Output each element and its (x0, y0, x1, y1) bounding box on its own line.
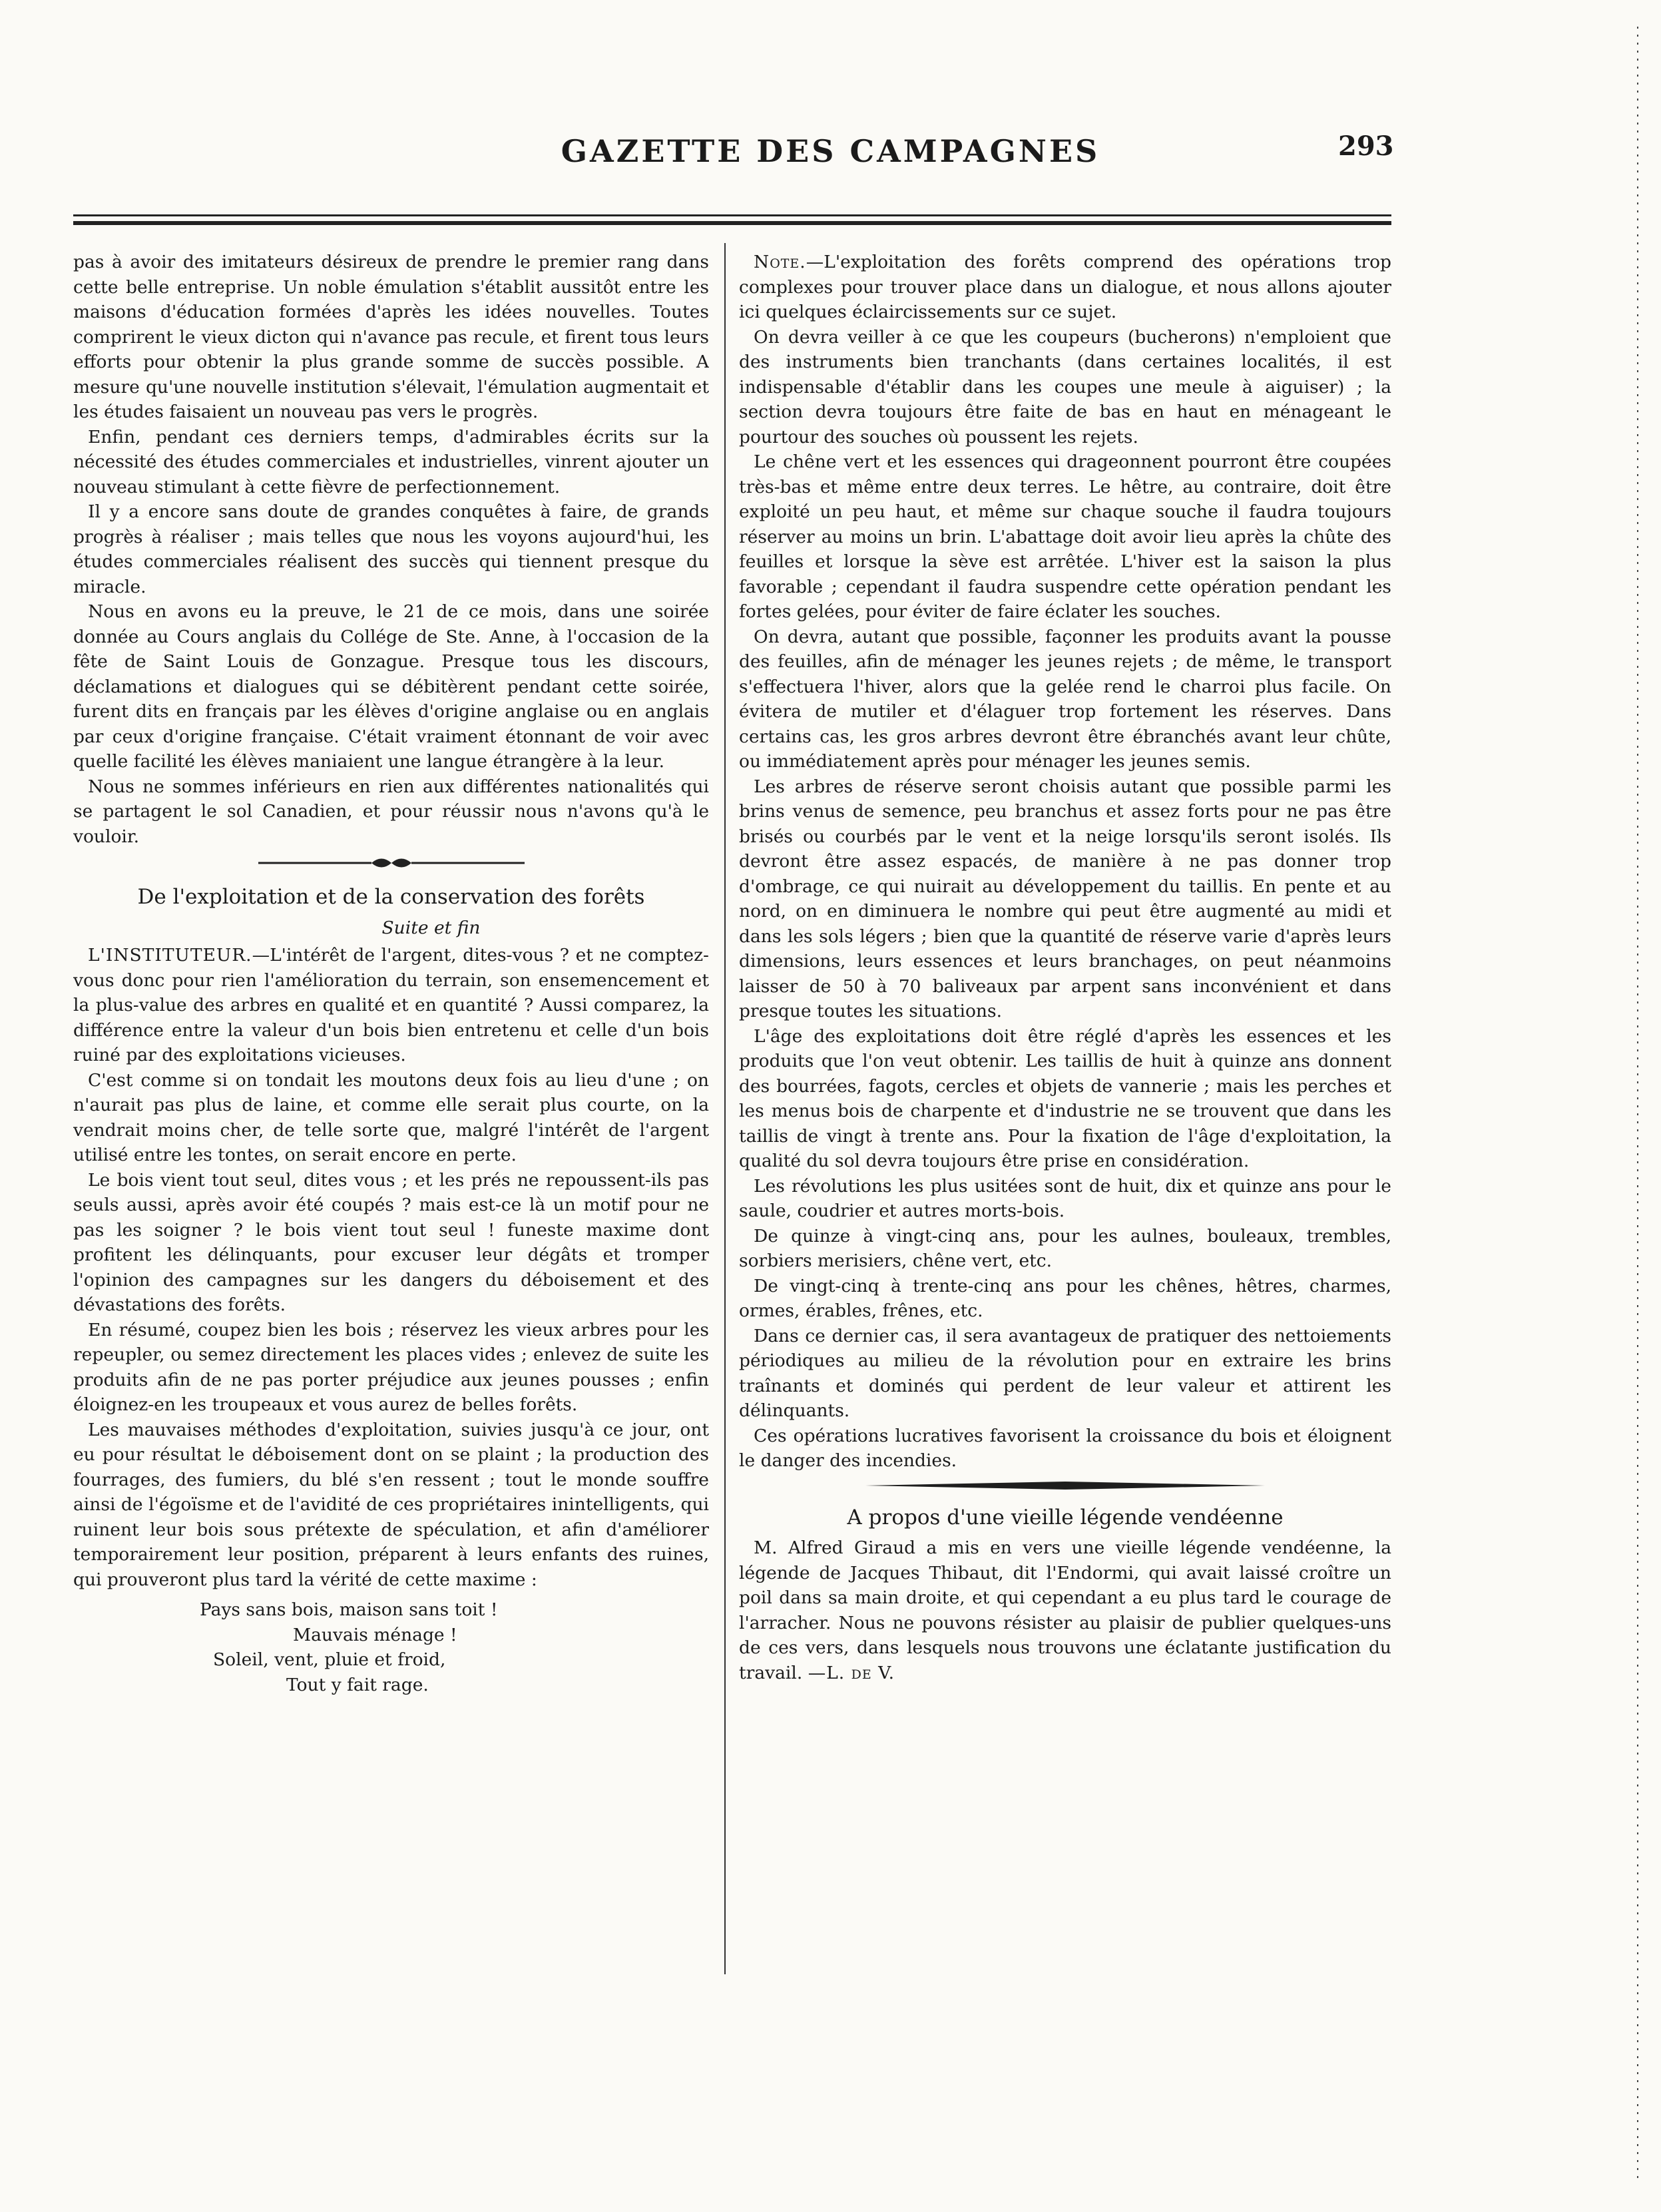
paragraph: Il y a encore sans doute de grandes conquêtes à faire, de grands progrès à réaliser ; mais telles que nous les voyons aujourd'hui, les études commerciales réalisent des succès qui tiennent presque du miracle. (73, 501, 709, 597)
verse (73, 1597, 709, 1697)
column-divider (724, 243, 726, 1974)
header-rule-top (73, 214, 1391, 216)
speaker-label: L'INSTITUTEUR. (88, 945, 252, 966)
paragraph: Ces opérations lucratives favorisent la croissance du bois et éloignent le danger des incendies. (739, 1425, 1391, 1471)
paragraph: L'âge des exploitations doit être réglé d'après les essences et les produits que l'on veut obtenir. Les taillis de huit à quinze ans donnent des bourrées, fagots, cercles et objets de vannerie ; mais les perches et les menus bois de charpente et d'industrie ne se trouvent que dans les taillis de vingt à trente ans. Pour la fixation de l'âge d'exploitation, la qualité du sol devra toujours être prise en considération. (739, 1025, 1391, 1171)
ornament-divider (252, 853, 531, 873)
paragraph: Les mauvaises méthodes d'exploitation, suivies jusqu'à ce jour, ont eu pour résultat le déboisement dont on se plaint ; la production des fourrages, des fumiers, du blé s'en ressent ; tout le monde souffre ainsi de l'égoïsme et de l'avidité de ces propriétaires inintelligents, qui ruinent leur bois sous prétexte de spéculation, et afin d'améliorer temporairement leur position, préparent à leurs enfants des ruines, qui prouveront plus tard la vérité de cette maxime : (73, 1419, 709, 1590)
paragraph: De quinze à vingt-cinq ans, pour les aulnes, bouleaux, trembles, sorbiers merisiers, chêne vert, etc. (739, 1225, 1391, 1271)
verse-line: Mauvais ménage ! (293, 1624, 457, 1645)
paragraph: Nous en avons eu la preuve, le 21 de ce mois, dans une soirée donnée au Cours anglais du Collége de Ste. Anne, à l'occasion de la fête de Saint Louis de Gonzague. Presque tous les discours, déclamations et dialogues qui se débitèrent pendant cette soirée, furent dits en français par les élèves d'origine anglaise ou en anglais par ceux d'origine française. C'était vraiment étonnant de voir avec quelle facilité les élèves maniaient une langue étrangère à la leur. (73, 601, 709, 772)
page-header-title: GAZETTE DES CAMPAGNES (561, 133, 1100, 169)
note-label: Note. (754, 252, 806, 272)
verse-line: Tout y fait rage. (286, 1674, 429, 1695)
paragraph: C'est comme si on tondait les moutons deux fois au lieu d'une ; on n'aurait pas plus de laine, et comme elle serait plus courte, on la vendrait moins cher, de telle sorte que, malgré l'intérêt de l'argent utilisé entre les tontes, on serait encore en perte. (73, 1069, 709, 1165)
paragraph: Les révolutions les plus usitées sont de huit, dix et quinze ans pour le saule, coudrier et autres morts-bois. (739, 1175, 1391, 1221)
paragraph: Les arbres de réserve seront choisis autant que possible parmi les brins venus de semence, peu branchus et assez forts pour ne pas être brisés ou courbés par le vent et la neige lorsqu'ils seront isolés. Ils devront être assez espacés, de manière à ne pas donner trop d'ombrage, ce qui nuirait au développement du taillis. En pente et au nord, on en diminuera le nombre qui peut être augmenté au midi et dans les sols légers ; bien que la quantité de réserve varie d'après leurs dimensions, leurs essences et leurs branchages, on peut néanmoins laisser de 50 à 70 baliveaux par arpent sans inconvénient et dans presque toutes les situations. (739, 776, 1391, 1021)
paragraph: Nous ne sommes inférieurs en rien aux différentes nationalités qui se partagent le sol Canadien, et pour réussir nous n'avons qu'à le vouloir. (73, 776, 709, 847)
left-column (73, 250, 709, 1968)
scan-edge-marks (1624, 0, 1651, 2212)
article-subheading: Suite et fin (381, 917, 481, 938)
verse-line: Soleil, vent, pluie et froid, (213, 1649, 446, 1670)
paragraph: M. Alfred Giraud a mis en vers une vieille légende vendéenne, la légende de Jacques Thibaut, dit l'Endormi, qui avait laissé croître un poil dans sa main droite, et qui cependant a eu plus tard le courage de l'arracher. Nous ne pouvons résister au plaisir de publier quelques-uns de ces vers, dans lesquels nous trouvons une éclatante justification du travail. (739, 1537, 1391, 1683)
paragraph: Enfin, pendant ces derniers temps, d'admirables écrits sur la nécessité des études commerciales et industrielles, vinrent ajouter un nouveau stimulant à cette fièvre de perfectionnement. (73, 426, 709, 497)
paragraph: Le chêne vert et les essences qui drageonnent pourront être coupées très-bas et même entre deux terres. Le hêtre, au contraire, doit être exploité un peu haut, et même sur chaque souche il faudra toujours réserver au moins un brin. L'abattage doit avoir lieu après la chûte des feuilles et lorsque la sève est arrêtée. L'hiver est la saison la plus favorable ; cependant il faudra suspendre cette opération pendant les fortes gelées, pour éviter de faire éclater les souches. (739, 451, 1391, 622)
right-column (739, 250, 1391, 1968)
paragraph: Dans ce dernier cas, il sera avantageux de pratiquer des nettoiements périodiques au milieu de la révolution pour en extraire les brins traînants et dominés qui perdent de leur valeur et attirent les délinquants. (739, 1325, 1391, 1421)
article-heading: De l'exploitation et de la conservation des forêts (137, 885, 645, 909)
paragraph: On devra veiller à ce que les coupeurs (bucherons) n'emploient que des instruments bien tranchants (dans certaines localités, il est indispensable d'établir dans les coupes une meule à aiguiser) ; la section devra toujours être faite de bas en haut en ménageant le pourtour des souches où poussent les rejets. (739, 326, 1391, 447)
signature: —L. de V. (808, 1662, 895, 1683)
paragraph: De vingt-cinq à trente-cinq ans pour les chênes, hêtres, charmes, ormes, érables, frênes, etc. (739, 1275, 1391, 1321)
paragraph: En résumé, coupez bien les bois ; réservez les vieux arbres pour les repeupler, ou semez directement les places vides ; enlevez de suite les produits afin de ne pas porter préjudice aux jeunes pousses ; enfin éloignez-en les troupeaux et vous aurez de belles forêts. (73, 1319, 709, 1415)
page-number: 293 (1338, 131, 1394, 162)
paragraph: Le bois vient tout seul, dites vous ; et les prés ne repoussent-ils pas seuls aussi, après avoir été coupés ? mais est-ce là un motif pour ne pas les soigner ? le bois vient tout seul ! funeste maxime dont profitent les délinquants, pour excuser leur dégâts et tromper l'opinion des campagnes sur les dangers du déboisement et des dévastations des forêts. (73, 1169, 709, 1315)
paragraph: On devra, autant que possible, façonner les produits avant la pousse des feuilles, afin de ménager les jeunes rejets ; de même, le transport s'effectuera l'hiver, alors que la gelée rend le charroi plus facile. On évitera de mutiler et d'élaguer trop fortement les réserves. Dans certains cas, les gros arbres devront être ébranchés avant leur chûte, ou immédiatement après pour ménager les jeunes semis. (739, 626, 1391, 772)
paragraph: —L'exploitation des forêts comprend des opérations trop complexes pour trouver place dans un dialogue, et nous allons ajouter ici quelques éclaircissements sur ce sujet. (739, 252, 1391, 322)
paragraph: —L'intérêt de l'argent, dites-vous ? et ne comptez-vous donc pour rien l'amélioration du terrain, son ensemencement et la plus-value des arbres en qualité et en quantité ? Aussi comparez, la différence entre la valeur d'un bois bien entretenu et celle d'un bois ruiné par des exploitations vicieuses. (73, 945, 709, 1065)
article2-heading: A propos d'une vieille légende vendéenne (847, 1505, 1284, 1529)
paragraph: pas à avoir des imitateurs désireux de prendre le premier rang dans cette belle entreprise. Un noble émulation s'établit aussitôt entre les maisons d'éducation formées d'après les idées nouvelles. Toutes comprirent le vieux dicton qui n'avance pas recule, et firent tous leurs efforts pour obtenir la plus grande somme de succès possible. A mesure qu'une nouvelle institution s'élevait, l'émulation augmentait et les études faisaient un nouveau pas vers le progrès. (73, 252, 709, 422)
header-rule-bottom (73, 221, 1391, 225)
verse-line: Pays sans bois, maison sans toit ! (200, 1599, 498, 1620)
ornament-divider (865, 1478, 1265, 1494)
